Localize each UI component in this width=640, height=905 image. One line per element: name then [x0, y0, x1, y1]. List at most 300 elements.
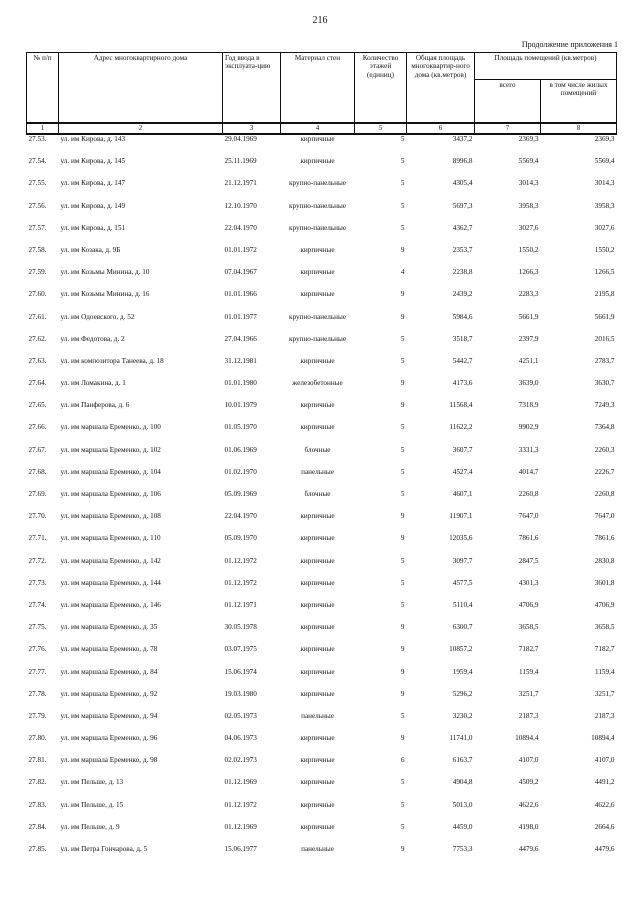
row-floors: 5: [400, 556, 405, 565]
table-row: [27, 446, 617, 468]
row-number: 27.58.: [28, 245, 47, 254]
row-premises-living: 3658,5: [594, 623, 615, 632]
row-premises-total: 3331,3: [518, 445, 539, 454]
row-total-area: 3230,2: [452, 711, 473, 720]
row-premises-living: 1266,5: [594, 268, 615, 277]
row-year: 15.06.1974: [224, 667, 257, 676]
row-address: ул. им Федотова, д. 2: [60, 334, 125, 343]
row-material: кирпичные: [300, 800, 335, 809]
table-row: [27, 134, 617, 157]
row-premises-total: 2283,3: [518, 290, 539, 299]
housing-register-table: [26, 52, 617, 867]
row-year: 12.10.1970: [224, 201, 257, 210]
row-total-area: 11568,4: [449, 401, 473, 410]
row-premises-living: 2187,3: [594, 711, 615, 720]
row-address: ул. им Пельше, д. 9: [60, 822, 120, 831]
row-total-area: 11741,0: [449, 734, 473, 743]
table-row: [27, 601, 617, 623]
row-floors: 5: [400, 157, 405, 166]
table-row: [27, 712, 617, 734]
row-premises-total: 1266,3: [518, 268, 539, 277]
row-number: 27.70.: [28, 512, 47, 521]
row-number: 27.81.: [28, 756, 47, 765]
row-total-area: 6300,7: [452, 623, 473, 632]
row-total-area: 11907,1: [449, 512, 473, 521]
table-row: [27, 468, 617, 490]
row-year: 01.12.1972: [224, 556, 257, 565]
row-total-area: 12035,6: [449, 534, 473, 543]
row-address: ул. им Петра Гончарова, д. 5: [60, 845, 148, 853]
row-year: 10.01.1979: [224, 401, 257, 410]
row-total-area: 5697,3: [452, 201, 473, 210]
row-number: 27.72.: [28, 556, 47, 565]
table-row: [27, 313, 617, 335]
row-floors: 5: [400, 778, 405, 787]
row-premises-living: 7861,6: [594, 534, 615, 543]
row-premises-living: 7249,3: [594, 401, 615, 410]
row-year: 01.01.1977: [224, 312, 257, 321]
row-address: ул. им маршала Еременко, д. 108: [60, 512, 161, 521]
row-address: ул. им Козьмы Минина, д. 10: [60, 268, 150, 277]
row-number: 27.82.: [28, 778, 47, 787]
row-premises-living: 3014,3: [594, 179, 615, 188]
table-row: [27, 690, 617, 712]
row-total-area: 10857,2: [449, 645, 473, 654]
row-premises-total: 5569,4: [518, 157, 539, 166]
header-premises-total: всего: [475, 80, 541, 124]
row-year: 07.04.1967: [224, 268, 257, 277]
row-total-area: 5013,0: [452, 800, 473, 809]
row-total-area: 7753,3: [452, 845, 473, 853]
row-material: крупно-панельные: [288, 223, 347, 232]
row-floors: 5: [400, 822, 405, 831]
row-total-area: 4305,4: [452, 179, 473, 188]
row-floors: 9: [400, 845, 405, 853]
row-floors: 9: [400, 645, 405, 654]
row-number: 27.68.: [28, 467, 47, 476]
column-number: 5: [355, 123, 407, 134]
row-year: 21.12.1971: [224, 179, 257, 188]
row-premises-living: 2783,7: [594, 356, 615, 365]
row-address: ул. им маршала Еременко, д. 146: [60, 600, 161, 609]
row-year: 01.06.1969: [224, 445, 257, 454]
row-number: 27.57.: [28, 223, 47, 232]
row-total-area: 5984,6: [452, 312, 473, 321]
row-premises-total: 7318,9: [518, 401, 539, 410]
row-address: ул. им Кирова, д. 145: [60, 157, 126, 166]
row-year: 05.09.1969: [224, 490, 257, 498]
row-total-area: 5296,2: [452, 689, 473, 698]
row-address: ул. им Панферова, д. 6: [60, 401, 130, 410]
row-floors: 4: [400, 268, 405, 277]
row-premises-living: 4491,2: [594, 778, 615, 787]
column-number: 6: [407, 123, 475, 134]
row-address: ул. им Одоевского, д. 52: [60, 312, 135, 321]
row-premises-total: 7182,7: [518, 645, 539, 654]
row-material: кирпичные: [300, 645, 335, 654]
row-premises-total: 3658,5: [518, 623, 539, 632]
row-premises-living: 5569,4: [594, 157, 615, 166]
table-row: [27, 645, 617, 667]
row-material: кирпичные: [300, 734, 335, 743]
row-material: блочные: [304, 490, 331, 498]
column-number: 3: [223, 123, 281, 134]
row-premises-living: 3251,7: [594, 689, 615, 698]
row-premises-total: 9902,9: [518, 423, 539, 432]
table-row: [27, 623, 617, 645]
row-material: кирпичные: [300, 268, 335, 277]
row-address: ул. им маршала Еременко, д. 144: [60, 578, 161, 587]
row-premises-living: 2664,6: [594, 822, 615, 831]
row-floors: 9: [400, 312, 405, 321]
row-premises-living: 7364,8: [594, 423, 615, 432]
row-material: кирпичные: [300, 290, 335, 299]
row-year: 29.04.1969: [224, 135, 257, 143]
row-number: 27.54.: [28, 157, 47, 166]
table-row: [27, 845, 617, 867]
row-total-area: 4527,4: [452, 467, 473, 476]
row-year: 02.02.1973: [224, 756, 257, 765]
row-address: ул. им маршала Еременко, д. 102: [60, 445, 161, 454]
row-floors: 9: [400, 379, 405, 388]
row-premises-total: 2847,5: [518, 556, 539, 565]
table-row: [27, 490, 617, 512]
row-total-area: 6163,7: [452, 756, 473, 765]
row-premises-total: 7861,6: [518, 534, 539, 543]
row-address: ул. им Пельше, д. 15: [60, 800, 124, 809]
table-row: [27, 557, 617, 579]
row-floors: 9: [400, 290, 405, 299]
row-number: 27.75.: [28, 623, 47, 632]
row-premises-total: 4251,1: [518, 356, 539, 365]
row-total-area: 4173,6: [452, 379, 473, 388]
row-material: кирпичные: [300, 667, 335, 676]
row-premises-total: 4198,0: [518, 822, 539, 831]
row-floors: 9: [400, 689, 405, 698]
table-row: [27, 202, 617, 224]
row-address: ул. им маршала Еременко, д. 92: [60, 689, 158, 698]
row-material: кирпичные: [300, 578, 335, 587]
row-year: 01.01.1972: [224, 245, 257, 254]
row-address: ул. им маршала Еременко, д. 110: [60, 534, 161, 543]
row-floors: 9: [400, 734, 405, 743]
row-year: 15.06.1977: [224, 845, 257, 853]
row-floors: 9: [400, 667, 405, 676]
row-floors: 5: [400, 334, 405, 343]
row-material: кирпичные: [300, 556, 335, 565]
row-number: 27.80.: [28, 734, 47, 743]
row-number: 27.61.: [28, 312, 47, 321]
row-address: ул. им маршала Еременко, д. 78: [60, 645, 158, 654]
row-floors: 9: [400, 623, 405, 632]
row-material: панельные: [301, 845, 334, 853]
row-year: 01.12.1972: [224, 578, 257, 587]
row-total-area: 2238,8: [452, 268, 473, 277]
row-material: панельные: [301, 467, 334, 476]
header-address: Адрес многоквартирного дома: [59, 53, 223, 124]
row-address: ул. им маршала Еременко, д. 94: [60, 711, 158, 720]
row-total-area: 3607,7: [452, 445, 473, 454]
row-address: ул. им маршала Еременко, д. 96: [60, 734, 158, 743]
row-address: ул. им маршала Еременко, д. 106: [60, 490, 161, 498]
row-address: ул. им Кирова, д. 147: [60, 179, 126, 188]
table-row: [27, 823, 617, 845]
table-row: [27, 401, 617, 423]
table-header: [27, 53, 617, 135]
row-total-area: 5110,4: [453, 600, 473, 609]
row-year: 27.04.1966: [224, 334, 257, 343]
row-premises-living: 2016,5: [594, 334, 615, 343]
row-number: 27.69.: [28, 490, 47, 498]
row-address: ул. им Кирова, д. 151: [60, 223, 126, 232]
row-number: 27.59.: [28, 268, 47, 277]
row-year: 01.02.1970: [224, 467, 257, 476]
row-total-area: 3437,2: [452, 135, 473, 143]
row-material: крупно-панельные: [288, 201, 347, 210]
row-premises-living: 1550,2: [594, 245, 615, 254]
header-year: Год ввода в эксплуата-цию: [223, 53, 281, 124]
row-material: кирпичные: [300, 401, 335, 410]
row-year: 03.07.1975: [224, 645, 257, 654]
row-material: кирпичные: [300, 245, 335, 254]
row-material: кирпичные: [300, 135, 335, 143]
row-premises-living: 5661,9: [594, 312, 615, 321]
header-floors: Количество этажей (единиц): [355, 53, 407, 124]
header-num: № п/п: [27, 53, 59, 124]
row-floors: 5: [400, 490, 405, 498]
row-number: 27.60.: [28, 290, 47, 299]
row-premises-total: 2369,3: [518, 135, 539, 143]
row-floors: 5: [400, 223, 405, 232]
table-body: [27, 134, 617, 867]
row-address: ул. им маршала Еременко, д. 98: [60, 756, 158, 765]
row-premises-living: 3601,8: [594, 578, 615, 587]
table-row: [27, 224, 617, 246]
row-material: крупно-панельные: [288, 312, 347, 321]
row-material: кирпичные: [300, 534, 335, 543]
continuation-note: Продолжение приложения 1: [521, 40, 618, 49]
table-row: [27, 335, 617, 357]
row-premises-living: 3027,6: [594, 223, 615, 232]
row-number: 27.55.: [28, 179, 47, 188]
row-material: железобетонные: [292, 379, 343, 388]
table-row: [27, 268, 617, 290]
row-total-area: 2439,2: [452, 290, 473, 299]
row-premises-total: 4479,6: [518, 845, 539, 853]
row-address: ул. им маршала Еременко, д. 104: [60, 467, 161, 476]
row-premises-total: 2397,9: [518, 334, 539, 343]
row-address: ул. им маршала Еременко, д. 100: [60, 423, 161, 432]
row-year: 01.01.1980: [224, 379, 257, 388]
row-premises-living: 2226,7: [594, 467, 615, 476]
table-row: [27, 157, 617, 179]
row-premises-living: 2369,3: [594, 135, 615, 143]
row-number: 27.83.: [28, 800, 47, 809]
row-year: 01.12.1969: [224, 778, 257, 787]
table-row: [27, 423, 617, 445]
header-total-area: Общая площадь многоквартир-ного дома (кв.метров): [407, 53, 475, 124]
row-floors: 9: [400, 245, 405, 254]
row-material: кирпичные: [300, 157, 335, 166]
row-total-area: 3097,7: [452, 556, 473, 565]
row-floors: 5: [400, 179, 405, 188]
header-premises-group: Площадь помещений (кв.метров): [475, 53, 617, 80]
row-year: 31.12.1981: [224, 356, 257, 365]
row-premises-total: 3027,6: [518, 223, 539, 232]
row-premises-total: 7647,0: [518, 512, 539, 521]
row-year: 04.06.1973: [224, 734, 257, 743]
row-number: 27.78.: [28, 689, 47, 698]
row-premises-living: 3958,3: [594, 201, 615, 210]
row-material: кирпичные: [300, 756, 335, 765]
row-address: ул. им Кирова, д. 143: [60, 135, 126, 143]
row-year: 02.05.1973: [224, 711, 257, 720]
row-floors: 9: [400, 512, 405, 521]
row-material: кирпичные: [300, 822, 335, 831]
row-number: 27.79.: [28, 711, 47, 720]
column-number: 7: [475, 123, 541, 134]
column-number: 4: [281, 123, 355, 134]
row-floors: 5: [400, 445, 405, 454]
header-material: Материал стен: [281, 53, 355, 124]
row-premises-living: 2195,8: [594, 290, 615, 299]
row-number: 27.65.: [28, 401, 47, 410]
row-address: ул. им маршала Еременко, д. 35: [60, 623, 158, 632]
page-number: 216: [312, 15, 328, 26]
row-premises-total: 4301,3: [518, 578, 539, 587]
table-row: [27, 778, 617, 800]
row-material: крупно-панельные: [288, 334, 347, 343]
row-premises-total: 3958,3: [518, 201, 539, 210]
row-total-area: 1959,4: [452, 667, 473, 676]
row-floors: 6: [400, 756, 405, 765]
row-address: ул. им Козака, д. 9Б: [60, 245, 121, 254]
row-total-area: 4459,0: [452, 822, 473, 831]
row-address: ул. им Козьмы Минина, д. 16: [60, 290, 150, 299]
row-number: 27.66.: [28, 423, 47, 432]
row-year: 30.05.1978: [224, 623, 257, 632]
table-row: [27, 379, 617, 401]
table-row: [27, 290, 617, 312]
row-year: 22.04.1970: [224, 223, 257, 232]
row-number: 27.64.: [28, 379, 47, 388]
row-total-area: 8996,8: [452, 157, 473, 166]
row-year: 01.01.1966: [224, 290, 257, 299]
row-premises-total: 3639,0: [518, 379, 539, 388]
row-premises-total: 2187,3: [518, 711, 539, 720]
row-year: 22.04.1970: [224, 512, 257, 521]
row-number: 27.63.: [28, 356, 47, 365]
row-premises-living: 7182,7: [594, 645, 615, 654]
row-premises-total: 4014,7: [518, 467, 539, 476]
row-premises-total: 5661,9: [518, 312, 539, 321]
row-material: блочные: [304, 445, 331, 454]
row-premises-total: 4509,2: [518, 778, 539, 787]
table-row: [27, 668, 617, 690]
row-address: ул. им Кирова, д. 149: [60, 201, 126, 210]
row-floors: 5: [400, 467, 405, 476]
column-number: 2: [59, 123, 223, 134]
row-total-area: 5442,7: [452, 356, 473, 365]
row-material: кирпичные: [300, 512, 335, 521]
row-number: 27.71.: [28, 534, 47, 543]
table-row: [27, 734, 617, 756]
row-material: кирпичные: [300, 778, 335, 787]
row-number: 27.53.: [28, 135, 47, 143]
row-premises-total: 1550,2: [518, 245, 539, 254]
row-premises-living: 2260,8: [594, 490, 615, 498]
row-address: ул. им маршала Еременко, д. 84: [60, 667, 158, 676]
row-premises-total: 4622,6: [518, 800, 539, 809]
row-address: ул. им композитора Танеева, д. 18: [60, 356, 164, 365]
row-premises-living: 4107,0: [594, 756, 615, 765]
row-premises-living: 2830,8: [594, 556, 615, 565]
table-row: [27, 246, 617, 268]
row-year: 05.09.1970: [224, 534, 257, 543]
row-number: 27.77.: [28, 667, 47, 676]
row-total-area: 2353,7: [452, 245, 473, 254]
row-number: 27.62.: [28, 334, 47, 343]
table-row: [27, 756, 617, 778]
row-year: 01.12.1969: [224, 822, 257, 831]
row-total-area: 4362,7: [452, 223, 473, 232]
row-number: 27.74.: [28, 600, 47, 609]
row-premises-living: 10894,4: [591, 734, 615, 743]
row-floors: 5: [400, 711, 405, 720]
row-total-area: 11622,2: [449, 423, 473, 432]
row-premises-living: 4706,9: [594, 600, 615, 609]
table-row: [27, 512, 617, 534]
row-premises-total: 4107,0: [518, 756, 539, 765]
row-material: крупно-панельные: [288, 179, 347, 188]
row-premises-total: 10894,4: [515, 734, 539, 743]
row-year: 25.11.1969: [224, 157, 257, 166]
row-address: ул. им маршала Еременко, д. 142: [60, 556, 161, 565]
row-material: панельные: [301, 711, 334, 720]
row-total-area: 4607,1: [452, 490, 473, 498]
row-material: кирпичные: [300, 623, 335, 632]
row-total-area: 4904,8: [452, 778, 473, 787]
row-number: 27.73.: [28, 578, 47, 587]
row-address: ул. им Пельше, д. 13: [60, 778, 124, 787]
row-premises-living: 3630,7: [594, 379, 615, 388]
header-premises-living: в том числе жилых помещений: [541, 80, 617, 124]
row-year: 01.12.1971: [224, 600, 257, 609]
column-number: 1: [27, 123, 59, 134]
row-floors: 9: [400, 534, 405, 543]
row-floors: 5: [400, 201, 405, 210]
row-premises-living: 1159,4: [595, 667, 615, 676]
row-premises-total: 3251,7: [518, 689, 539, 698]
row-floors: 9: [400, 401, 405, 410]
row-year: 19.03.1980: [224, 689, 257, 698]
row-premises-living: 4622,6: [594, 800, 615, 809]
table-row: [27, 534, 617, 556]
row-number: 27.84.: [28, 822, 47, 831]
row-number: 27.76.: [28, 645, 47, 654]
row-floors: 5: [400, 600, 405, 609]
column-number: 8: [541, 123, 617, 134]
row-floors: 5: [400, 578, 405, 587]
table-row: [27, 179, 617, 201]
row-year: 01.05.1970: [224, 423, 257, 432]
row-number: 27.67.: [28, 445, 47, 454]
row-premises-living: 2260,3: [594, 445, 615, 454]
row-floors: 5: [400, 135, 405, 143]
row-floors: 5: [400, 800, 405, 809]
row-material: кирпичные: [300, 689, 335, 698]
row-number: 27.56.: [28, 201, 47, 210]
